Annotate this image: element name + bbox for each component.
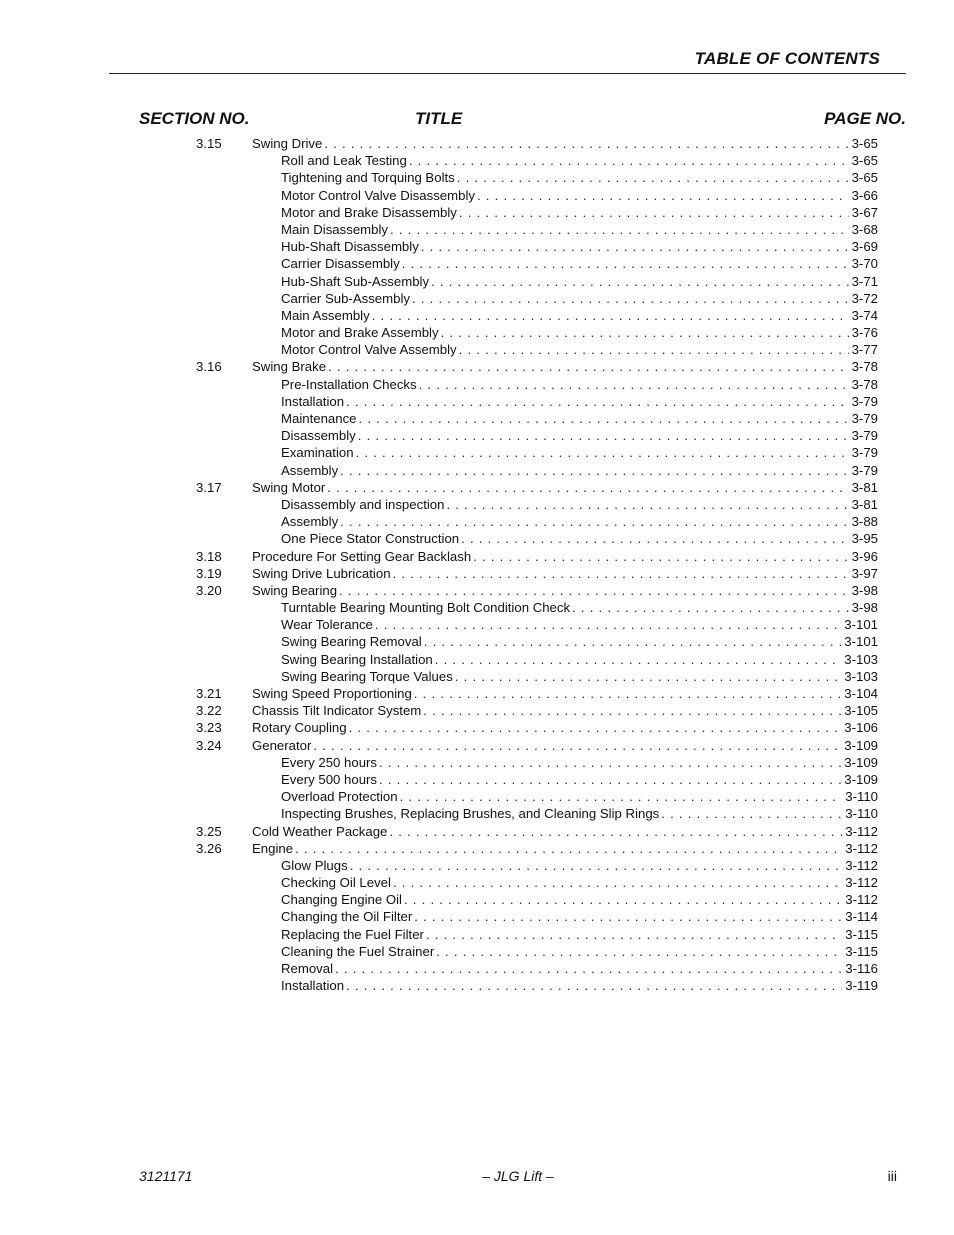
toc-entry-number: 3.20	[196, 582, 222, 598]
toc-entry-line	[281, 341, 878, 358]
toc-entry-number: 3.16	[196, 359, 222, 375]
toc-entry-line	[281, 273, 878, 290]
dot-leader	[400, 788, 843, 805]
toc-entry-title: Cleaning the Fuel Strainer	[281, 943, 435, 959]
dot-leader	[435, 651, 842, 668]
dot-leader	[339, 582, 849, 599]
toc-entry[interactable]	[0, 651, 954, 668]
toc-entry-page: 3-109	[844, 737, 878, 753]
toc-entry[interactable]	[0, 685, 954, 702]
toc-entry-line	[252, 582, 878, 599]
toc-entry-title: Procedure For Setting Gear Backlash	[252, 548, 472, 564]
toc-entry-page: 3-79	[851, 428, 878, 444]
dot-leader	[421, 238, 849, 255]
toc-entry[interactable]	[0, 238, 954, 255]
toc-entry-line	[281, 908, 878, 925]
toc-entry-page: 3-114	[845, 909, 878, 925]
toc-entry[interactable]	[0, 255, 954, 272]
dot-leader	[414, 685, 841, 702]
dot-leader	[661, 805, 842, 822]
toc-entry-page: 3-88	[851, 514, 878, 530]
toc-entry-page: 3-115	[845, 926, 878, 942]
toc-entry-title: Roll and Leak Testing	[281, 153, 407, 169]
toc-entry-title: Assembly	[281, 514, 339, 530]
toc-entry-title: Chassis Tilt Indicator System	[252, 703, 422, 719]
dot-leader	[346, 977, 842, 994]
toc-entry-line	[281, 324, 878, 341]
toc-entry-title: Swing Bearing Torque Values	[281, 668, 453, 684]
dot-leader	[455, 668, 841, 685]
toc-entry-page: 3-76	[851, 325, 878, 341]
toc-entry-title: Pre-Installation Checks	[281, 376, 417, 392]
toc-entry-title: Motor Control Valve Assembly	[281, 342, 457, 358]
toc-entry[interactable]	[0, 479, 954, 496]
toc-entry-line	[252, 479, 878, 496]
toc-entry-number: 3.22	[196, 703, 222, 719]
dot-leader	[402, 255, 849, 272]
dot-leader	[457, 169, 849, 186]
toc-entry-line	[252, 823, 878, 840]
toc-entry-page: 3-71	[851, 273, 878, 289]
dot-leader	[324, 135, 848, 152]
dot-leader	[372, 307, 849, 324]
page-footer	[0, 1168, 954, 1188]
toc-entry-number: 3.21	[196, 686, 222, 701]
toc-entry[interactable]	[0, 668, 954, 685]
toc-entry-page: 3-67	[851, 204, 878, 220]
page-header-title: TABLE OF CONTENTS	[694, 49, 880, 68]
toc-entry[interactable]	[0, 719, 954, 736]
toc-entry-page: 3-110	[845, 806, 878, 822]
dot-leader	[436, 943, 842, 960]
toc-entry-title: Hub-Shaft Sub-Assembly	[281, 273, 430, 289]
toc-entry-title: Overload Protection	[281, 789, 398, 805]
toc-entry-line	[281, 633, 878, 650]
toc-entry-title: Glow Plugs	[281, 857, 348, 873]
toc-entry-title: Examination	[281, 445, 354, 461]
dot-leader	[313, 737, 841, 754]
toc-entry-title: Inspecting Brushes, Replacing Brushes, and Cleaning Slip Rings	[281, 806, 660, 822]
toc-entry-line	[281, 221, 878, 238]
toc-entry-title: Changing Engine Oil	[281, 892, 402, 908]
dot-leader	[356, 444, 849, 461]
toc-list	[0, 135, 954, 994]
toc-entry-page: 3-101	[844, 634, 878, 650]
toc-entry-line	[281, 290, 878, 307]
toc-entry[interactable]	[0, 582, 954, 599]
column-headings	[0, 109, 954, 131]
toc-entry-line	[252, 135, 878, 152]
toc-entry-number: 3.26	[196, 840, 222, 856]
toc-entry[interactable]	[0, 273, 954, 290]
dot-leader	[390, 221, 849, 238]
toc-entry-number: 3.25	[196, 823, 222, 839]
toc-entry-line	[281, 943, 878, 960]
toc-entry[interactable]	[0, 805, 954, 822]
toc-entry[interactable]	[0, 530, 954, 547]
toc-entry-page: 3-98	[851, 582, 878, 598]
toc-entry[interactable]	[0, 788, 954, 805]
toc-entry-number: 3.18	[196, 548, 222, 564]
toc-entry-line	[281, 977, 878, 994]
toc-entry-title: Swing Motor	[252, 479, 326, 495]
toc-entry-page: 3-101	[844, 617, 878, 633]
toc-entry-page: 3-79	[851, 445, 878, 461]
toc-entry-line	[252, 702, 878, 719]
toc-entry-line	[281, 960, 878, 977]
toc-entry[interactable]	[0, 307, 954, 324]
toc-entry-title: Replacing the Fuel Filter	[281, 926, 424, 942]
toc-entry-page: 3-109	[844, 754, 878, 770]
dot-leader	[441, 324, 849, 341]
toc-entry[interactable]	[0, 221, 954, 238]
dot-leader	[424, 633, 842, 650]
toc-entry[interactable]	[0, 633, 954, 650]
toc-entry-line	[281, 427, 878, 444]
dot-leader	[375, 616, 841, 633]
toc-entry-title: Every 500 hours	[281, 771, 378, 787]
toc-entry-page: 3-116	[845, 961, 878, 976]
dot-leader	[412, 290, 849, 307]
dot-leader	[431, 273, 849, 290]
toc-entry-title: Removal	[281, 961, 334, 976]
toc-entry-page: 3-112	[845, 892, 878, 908]
toc-entry-title: Carrier Disassembly	[281, 256, 400, 272]
toc-entry-line	[281, 857, 878, 874]
dot-leader	[379, 754, 841, 771]
toc-entry-title: Swing Drive Lubrication	[252, 565, 391, 581]
toc-entry-line	[281, 805, 878, 822]
toc-entry-number: 3.17	[196, 479, 222, 495]
toc-entry-line	[281, 238, 878, 255]
toc-entry-title: Generator	[252, 737, 312, 753]
toc-entry[interactable]	[0, 565, 954, 582]
toc-entry[interactable]	[0, 943, 954, 960]
dot-leader	[327, 479, 848, 496]
toc-entry-title: Swing Bearing	[252, 582, 338, 598]
toc-entry-number: 3.15	[196, 136, 222, 151]
dot-leader	[572, 599, 849, 616]
toc-entry-page: 3-112	[845, 840, 878, 856]
toc-entry-title: One Piece Stator Construction	[281, 531, 460, 547]
toc-entry[interactable]	[0, 926, 954, 943]
toc-entry-line	[281, 376, 878, 393]
toc-entry-page: 3-81	[851, 479, 878, 495]
toc-entry-line	[281, 651, 878, 668]
toc-entry[interactable]	[0, 908, 954, 925]
toc-entry-title: Motor Control Valve Disassembly	[281, 187, 475, 203]
dot-leader	[393, 874, 842, 891]
toc-entry[interactable]	[0, 548, 954, 565]
toc-entry-title: Wear Tolerance	[281, 617, 373, 633]
dot-leader	[379, 771, 841, 788]
toc-entry[interactable]	[0, 169, 954, 186]
toc-entry-page: 3-115	[845, 943, 878, 959]
dot-leader	[389, 823, 842, 840]
toc-entry[interactable]	[0, 462, 954, 479]
toc-entry-line	[281, 513, 878, 530]
toc-entry-line	[281, 169, 878, 186]
toc-entry-line	[281, 410, 878, 427]
toc-entry-title: Disassembly	[281, 428, 356, 444]
dot-leader	[335, 960, 842, 977]
toc-entry-title: Main Assembly	[281, 307, 370, 323]
toc-entry-page: 3-65	[851, 136, 878, 151]
dot-leader	[414, 908, 842, 925]
toc-entry-line	[281, 599, 878, 616]
toc-entry-title: Maintenance	[281, 411, 357, 426]
header-divider	[109, 73, 906, 74]
toc-entry-page: 3-65	[851, 153, 878, 169]
toc-entry-title: Carrier Sub-Assembly	[281, 290, 410, 306]
footer-page-number: iii	[887, 1168, 897, 1184]
toc-entry-page: 3-106	[844, 720, 878, 736]
page-no-heading: PAGE NO.	[824, 109, 906, 128]
toc-entry-line	[252, 685, 878, 702]
title-heading: TITLE	[415, 109, 463, 128]
toc-entry[interactable]	[0, 358, 954, 375]
toc-entry[interactable]	[0, 135, 954, 152]
toc-entry-line	[281, 926, 878, 943]
toc-entry[interactable]	[0, 376, 954, 393]
toc-entry-title: Cold Weather Package	[252, 823, 388, 839]
toc-entry-page: 3-69	[851, 239, 878, 255]
toc-entry-title: Every 250 hours	[281, 754, 378, 770]
toc-entry-page: 3-105	[844, 703, 878, 719]
toc-entry-title: Turntable Bearing Mounting Bolt Condition Check	[281, 600, 571, 616]
toc-entry-page: 3-81	[851, 496, 878, 512]
toc-entry[interactable]	[0, 840, 954, 857]
toc-entry-title: Tightening and Torquing Bolts	[281, 170, 455, 186]
dot-leader	[409, 152, 849, 169]
dot-leader	[328, 358, 849, 375]
toc-entry-title: Disassembly and inspection	[281, 496, 445, 512]
toc-entry[interactable]	[0, 152, 954, 169]
toc-entry-page: 3-119	[845, 978, 878, 994]
toc-entry-page: 3-79	[851, 411, 878, 426]
toc-entry[interactable]	[0, 410, 954, 427]
toc-entry-number: 3.24	[196, 737, 222, 753]
toc-entry-line	[281, 255, 878, 272]
toc-entry-page: 3-95	[851, 531, 878, 547]
toc-entry-line	[252, 719, 878, 736]
toc-entry-page: 3-97	[851, 565, 878, 581]
dot-leader	[461, 530, 848, 547]
toc-entry-line	[281, 788, 878, 805]
dot-leader	[349, 719, 842, 736]
toc-entry-line	[281, 462, 878, 479]
toc-entry-line	[281, 152, 878, 169]
dot-leader	[419, 376, 849, 393]
toc-entry-page: 3-66	[851, 187, 878, 203]
toc-entry[interactable]	[0, 771, 954, 788]
toc-entry[interactable]	[0, 187, 954, 204]
toc-entry-page: 3-70	[851, 256, 878, 272]
toc-entry-line	[252, 840, 878, 857]
footer-publisher: – JLG Lift –	[482, 1168, 554, 1184]
toc-entry-line	[281, 530, 878, 547]
toc-entry-page: 3-109	[844, 771, 878, 787]
toc-entry[interactable]	[0, 393, 954, 410]
toc-entry[interactable]	[0, 444, 954, 461]
toc-entry-line	[281, 754, 878, 771]
toc-entry[interactable]	[0, 341, 954, 358]
toc-entry-line	[281, 891, 878, 908]
dot-leader	[346, 393, 849, 410]
toc-entry[interactable]	[0, 324, 954, 341]
toc-entry[interactable]	[0, 977, 954, 994]
dot-leader	[459, 341, 849, 358]
toc-entry-title: Rotary Coupling	[252, 720, 347, 736]
toc-entry-title: Swing Bearing Removal	[281, 634, 422, 650]
toc-entry-line	[281, 771, 878, 788]
toc-entry[interactable]	[0, 960, 954, 977]
toc-entry-page: 3-74	[851, 307, 878, 323]
toc-entry-page: 3-112	[845, 823, 878, 839]
toc-entry-title: Assembly	[281, 462, 339, 478]
toc-entry-page: 3-77	[851, 342, 878, 358]
toc-entry[interactable]	[0, 874, 954, 891]
toc-entry-title: Swing Bearing Installation	[281, 651, 433, 667]
toc-entry-page: 3-68	[851, 221, 878, 237]
toc-entry-page: 3-72	[851, 290, 878, 306]
toc-entry[interactable]	[0, 290, 954, 307]
toc-entry-title: Motor and Brake Assembly	[281, 325, 439, 341]
toc-entry-line	[252, 548, 878, 565]
toc-entry-title: Hub-Shaft Disassembly	[281, 239, 419, 255]
toc-entry[interactable]	[0, 599, 954, 616]
toc-entry-line	[281, 616, 878, 633]
toc-entry-title: Installation	[281, 978, 345, 994]
toc-entry-page: 3-79	[851, 393, 878, 409]
toc-entry-line	[252, 358, 878, 375]
dot-leader	[393, 565, 849, 582]
toc-entry[interactable]	[0, 823, 954, 840]
toc-entry-page: 3-110	[845, 789, 878, 805]
section-no-heading: SECTION NO.	[139, 109, 250, 128]
toc-entry-number: 3.23	[196, 720, 222, 736]
toc-entry-title: Motor and Brake Disassembly	[281, 204, 457, 220]
toc-entry-title: Installation	[281, 393, 345, 409]
toc-entry[interactable]	[0, 891, 954, 908]
dot-leader	[426, 926, 842, 943]
footer-doc-number: 3121171	[139, 1168, 193, 1184]
toc-entry-line	[281, 393, 878, 410]
toc-entry-page: 3-96	[851, 548, 878, 564]
toc-entry-line	[281, 668, 878, 685]
dot-leader	[340, 462, 848, 479]
toc-entry-title: Changing the Oil Filter	[281, 909, 413, 925]
dot-leader	[473, 548, 848, 565]
toc-entry-title: Main Disassembly	[281, 221, 388, 237]
toc-entry-line	[281, 874, 878, 891]
toc-entry-page: 3-103	[844, 668, 878, 684]
toc-entry-title: Swing Brake	[252, 359, 327, 375]
toc-entry[interactable]	[0, 754, 954, 771]
toc-entry-line	[252, 565, 878, 582]
dot-leader	[295, 840, 842, 857]
toc-entry-page: 3-104	[844, 686, 878, 701]
toc-entry-page: 3-65	[851, 170, 878, 186]
dot-leader	[446, 496, 848, 513]
toc-entry[interactable]	[0, 204, 954, 221]
toc-entry-number: 3.19	[196, 565, 222, 581]
dot-leader	[350, 857, 843, 874]
toc-entry-line	[281, 496, 878, 513]
toc-entry-page: 3-79	[851, 462, 878, 478]
toc-entry-line	[281, 444, 878, 461]
toc-entry-page: 3-112	[845, 857, 878, 873]
toc-entry[interactable]	[0, 616, 954, 633]
toc-entry-page: 3-112	[845, 875, 878, 891]
toc-entry-title: Engine	[252, 840, 294, 856]
toc-entry-page: 3-78	[851, 376, 878, 392]
toc-entry[interactable]	[0, 857, 954, 874]
dot-leader	[459, 204, 849, 221]
toc-entry[interactable]	[0, 427, 954, 444]
toc-entry-page: 3-103	[844, 651, 878, 667]
toc-entry-title: Swing Drive	[252, 136, 323, 151]
toc-entry[interactable]	[0, 513, 954, 530]
toc-entry[interactable]	[0, 496, 954, 513]
toc-entry[interactable]	[0, 737, 954, 754]
toc-entry-title: Checking Oil Level	[281, 875, 391, 891]
toc-entry[interactable]	[0, 702, 954, 719]
toc-entry-line	[281, 187, 878, 204]
toc-entry-line	[281, 204, 878, 221]
toc-entry-title: Swing Speed Proportioning	[252, 686, 412, 701]
dot-leader	[340, 513, 848, 530]
dot-leader	[477, 187, 849, 204]
dot-leader	[358, 427, 849, 444]
toc-entry-page: 3-98	[851, 600, 878, 616]
toc-entry-line	[281, 307, 878, 324]
dot-leader	[423, 702, 841, 719]
toc-entry-page: 3-78	[851, 359, 878, 375]
dot-leader	[404, 891, 842, 908]
dot-leader	[359, 410, 849, 427]
toc-entry-line	[252, 737, 878, 754]
